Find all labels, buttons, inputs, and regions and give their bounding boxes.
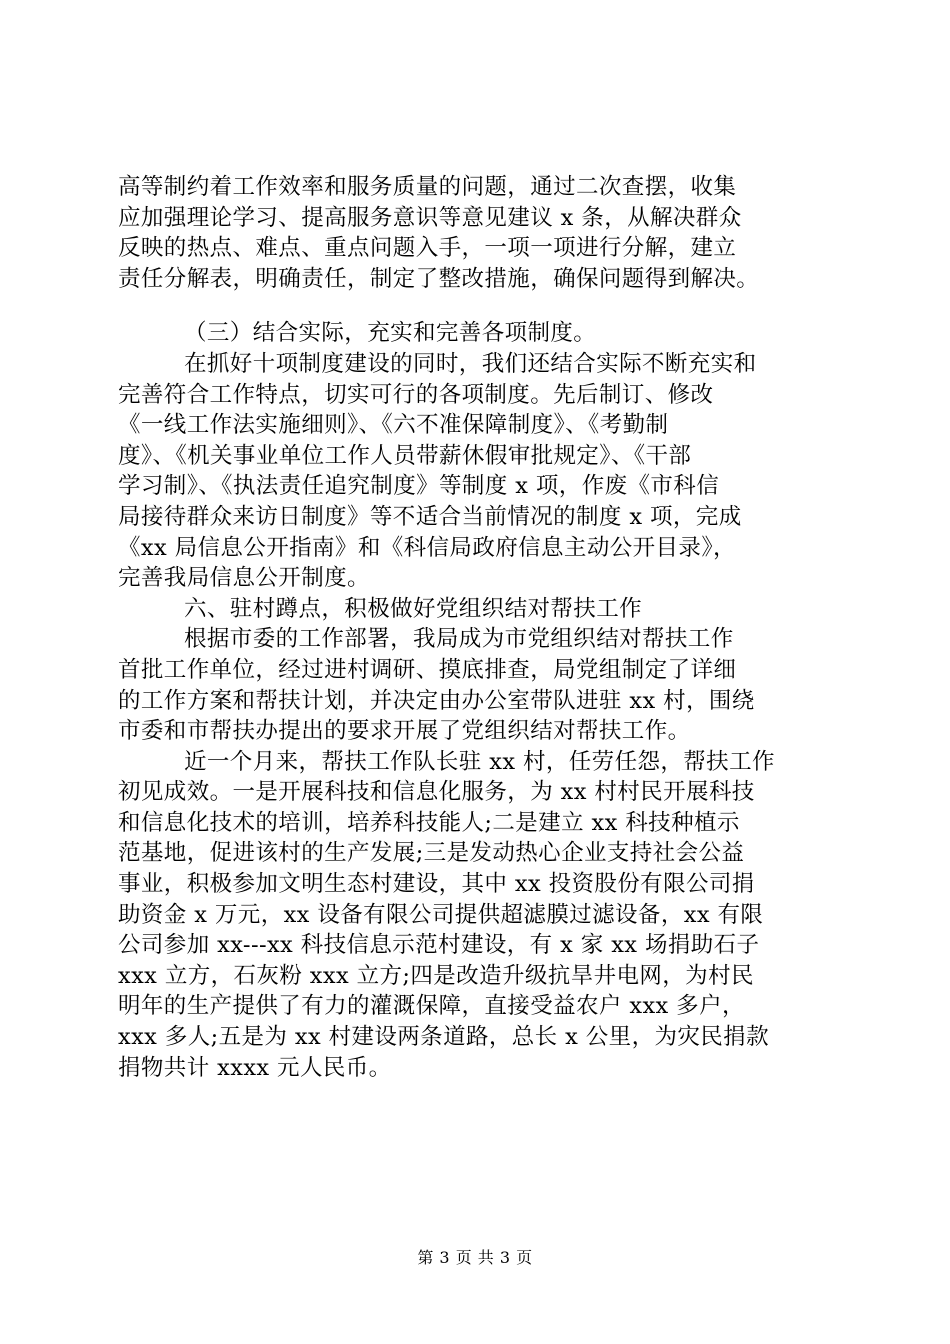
paragraph-p2 [118, 349, 843, 594]
paragraph-p4 [118, 747, 843, 1084]
text-line: 反映的热点、难点、重点问题入手，一项一项进行分解，建立 [118, 235, 737, 262]
text-line: 局接待群众来访日制度》等不适合当前情况的制度 x 项，完成 [118, 503, 742, 530]
document-body [118, 172, 843, 1083]
text-line: 根据市委的工作部署，我局成为市党组织结对帮扶工作 [184, 626, 734, 653]
text-line: 学习制》、《执法责任追究制度》等制度 x 项，作废《市科信 [118, 473, 720, 500]
text-line: 首批工作单位，经过进村调研、摸底排查，局党组制定了详细 [118, 656, 737, 683]
text-line: 近一个月来，帮扶工作队长驻 xx 村，任劳任怨，帮扶工作 [184, 748, 775, 775]
text-line: 责任分解表，明确责任，制定了整改措施，确保问题得到解决。 [118, 265, 760, 292]
text-line: 明年的生产提供了有力的灌溉保障，直接受益农户 xxx 多户， [118, 993, 745, 1020]
text-line: 助资金 x 万元，xx 设备有限公司提供超滤膜过滤设备，xx 有限 [118, 901, 764, 928]
text-line: 度》、《机关事业单位工作人员带薪休假审批规定》、《干部 [118, 442, 692, 469]
page-footer: 第 3 页 共 3 页 [417, 1248, 533, 1267]
text-line: 范基地，促进该村的生产发展;三是发动热心企业支持社会公益 [118, 840, 745, 867]
text-line: 和信息化技术的培训，培养科技能人;二是建立 xx 科技种植示 [118, 809, 740, 836]
text-line: 完善我局信息公开制度。 [118, 565, 370, 592]
paragraph-p1 [118, 172, 843, 294]
text-line: 在抓好十项制度建设的同时，我们还结合实际不断充实和 [184, 350, 757, 377]
text-line: xxx 多人;五是为 xx 村建设两条道路，总长 x 公里，为灾民捐款 [118, 1024, 769, 1051]
section-heading-3: （三）结合实际，充实和完善各项制度。 [184, 320, 597, 347]
paragraph-p3 [118, 624, 843, 746]
text-line: 公司参加 xx---xx 科技信息示范村建设，有 x 家 xx 场捐助石子 [118, 932, 760, 959]
text-line: 捐物共计 xxxx 元人民币。 [118, 1054, 392, 1081]
text-line: 《一线工作法实施细则》、《六不准保障制度》、《考勤制 [118, 412, 669, 439]
text-line: 市委和市帮扶办提出的要求开展了党组织结对帮扶工作。 [118, 718, 691, 745]
text-line: 完善符合工作特点，切实可行的各项制度。先后制订、修改 [118, 381, 714, 408]
text-line: 应加强理论学习、提高服务意识等意见建议 x 条，从解决群众 [118, 204, 742, 231]
text-line: 事业，积极参加文明生态村建设，其中 xx 投资股份有限公司捐 [118, 871, 755, 898]
text-line: 《xx 局信息公开指南》和《科信局政府信息主动公开目录》， [118, 534, 736, 561]
section-heading-6: 六、驻村蹲点，积极做好党组织结对帮扶工作 [184, 595, 643, 622]
text-line: xxx 立方，石灰粉 xxx 立方;四是改造升级抗旱井电网，为村民 [118, 962, 754, 989]
paragraph-gap [118, 294, 843, 318]
text-line: 高等制约着工作效率和服务质量的问题，通过二次查摆，收集 [118, 174, 737, 200]
text-line: 的工作方案和帮扶计划，并决定由办公室带队进驻 xx 村，围绕 [118, 687, 755, 714]
text-line: 初见成效。一是开展科技和信息化服务，为 xx 村村民开展科技 [118, 779, 755, 806]
